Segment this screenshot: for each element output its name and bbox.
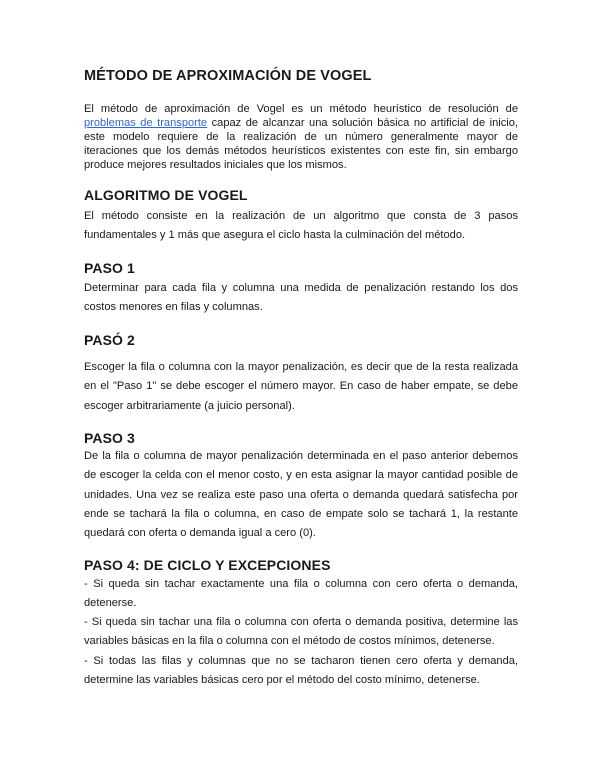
section-text-algoritmo: El método consiste en la realización de un algoritmo que consta de 3 pasos fundamentales y 1 más que asegura el ciclo hasta la culminación del método. [84, 210, 518, 242]
intro-text-start: El método de aproximación de Vogel es un método heurístico de resolución de [84, 103, 518, 115]
section-text-paso-2: Escoger la fila o columna con la mayor penalización, es decir que de la resta realizada en el "Paso 1" se debe escoger el número mayor. En caso de haber empate, se debe escoger arbitrariamente (a juicio personal). [84, 361, 518, 412]
bullet-item: - Si todas las filas y columnas que no se tacharon tienen cero oferta y demanda, determine las variables básicas cero por el método del costo mínimo, detenerse. [84, 654, 518, 687]
bullet-item: - Si queda sin tachar una fila o columna con oferta o demanda positiva, determine las variables básicas en la fila o columna con el método de costos mínimos, detenerse. [84, 616, 518, 648]
bullet-item: - Si queda sin tachar exactamente una fila o columna con cero oferta o demanda, detenerse. [84, 577, 518, 609]
intro-paragraph [84, 102, 518, 172]
section-heading-algoritmo: ALGORITMO DE VOGEL [84, 187, 248, 203]
section-text-paso-3: De la fila o columna de mayor penalización determinada en el paso anterior debemos de escoger la celda con el menor costo, y en esta asignar la mayor cantidad posible de unidades. Una vez se realiza este paso una oferta o demanda quedará satisfecha por ende se tachará la fila o columna, en caso de empate solo se tachará 1, la restante quedará con oferta o demanda igual a cero (0). [84, 450, 518, 540]
section-heading-paso-4: PASO 4: DE CICLO Y EXCEPCIONES [84, 556, 331, 573]
section-heading-paso-3: PASO 3 [84, 430, 135, 447]
section-heading-paso-2: PASÓ 2 [84, 332, 135, 349]
section-text-paso-1: Determinar para cada fila y columna una medida de penalización restando los dos costos menores en filas y columnas. [84, 281, 518, 313]
section-heading-paso-1: PASO 1 [84, 259, 135, 276]
transport-problems-link[interactable]: problemas de transporte [84, 117, 208, 129]
page-title: MÉTODO DE APROXIMACIÓN DE VOGEL [84, 68, 372, 84]
paso-4-bullet-list [84, 575, 518, 691]
document-body [84, 68, 518, 690]
intro-text-end: capaz de alcanzar una solución básica no artificial de inicio, este modelo requiere de la realización de un número generalmente mayor de iteraciones que los demás métodos heurísticos existentes con este fin, sin embargo produce mejores resultados iniciales que los mismos. [84, 117, 519, 171]
